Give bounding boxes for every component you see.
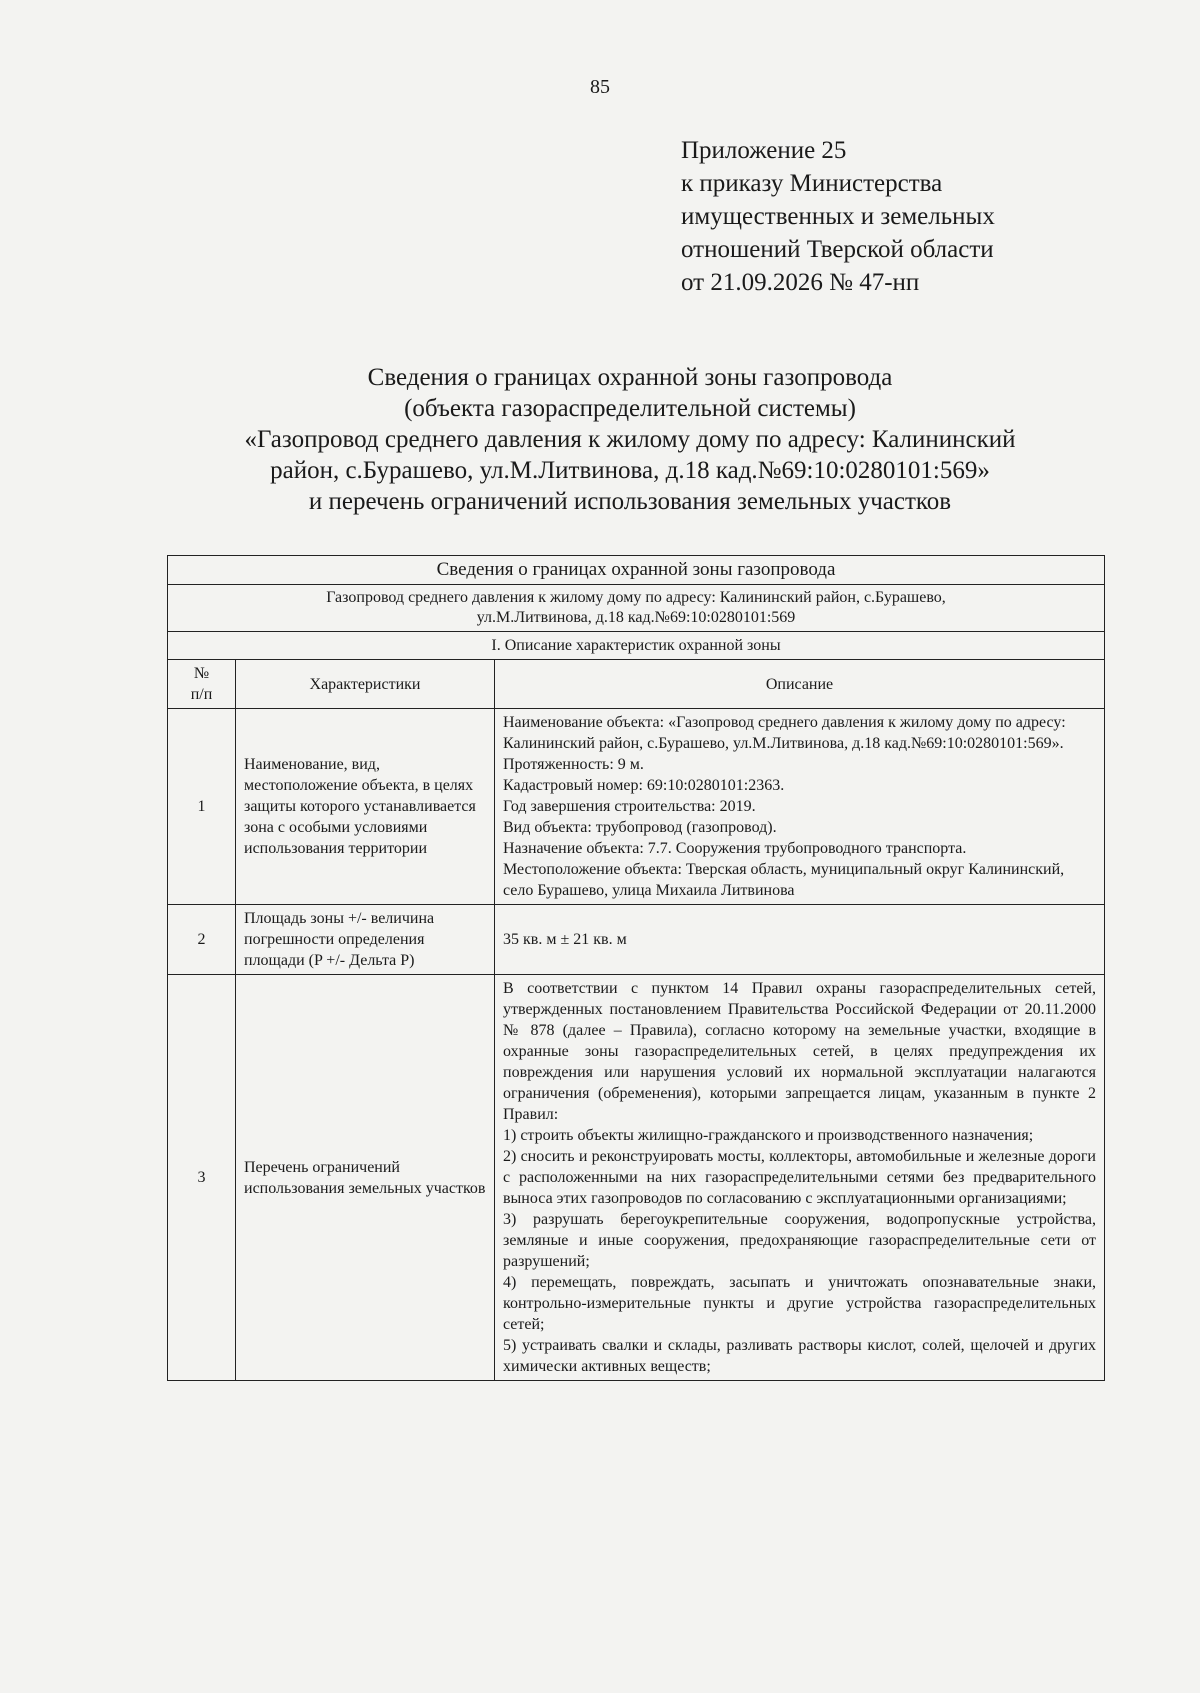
appendix-line: от 21.09.2026 № 47-нп [681, 269, 920, 296]
zone-info-table [167, 555, 1105, 1381]
description-line: Местоположение объекта: Тверская область, муниципальный округ Калининский, село Бурашево, улица Михаила Литвинова [503, 861, 1065, 899]
column-header-description: Описание [495, 660, 1105, 709]
table-header-row [168, 556, 1105, 585]
description-line: Протяженность: 9 м. [503, 756, 644, 773]
title-line: район, с.Бурашево, ул.М.Литвинова, д.18 кад.№69:10:0280101:569» [270, 457, 990, 484]
row-number: 2 [168, 905, 236, 975]
description-line: 2) сносить и реконструировать мосты, коллекторы, автомобильные и железные дороги с расположенными на них газораспределительными сетями без предварительного выноса этих газопроводов по согласованию с эксплуатационными организациями; [503, 1148, 1096, 1207]
row-number: 1 [168, 709, 236, 905]
title-line: Сведения о границах охранной зоны газопровода [367, 364, 893, 391]
title-line: (объекта газораспределительной системы) [404, 395, 856, 422]
appendix-line: к приказу Министерства [681, 170, 943, 197]
column-header-num [168, 660, 236, 709]
description-line: Год завершения строительства: 2019. [503, 798, 756, 815]
table-section-row [168, 632, 1105, 660]
title-line: и перечень ограничений использования земельных участков [308, 488, 952, 515]
description-line: 1) строить объекты жилищно-гражданского и производственного назначения; [503, 1127, 1034, 1144]
document-title [150, 362, 1110, 517]
table-object-name [168, 585, 1105, 632]
row-description [495, 975, 1105, 1381]
section-title: I. Описание характеристик охранной зоны [168, 632, 1105, 660]
row-characteristic: Перечень ограничений использования земельных участков [236, 975, 495, 1381]
column-header-num-line: № [193, 665, 210, 682]
description-line: 3) разрушать берегоукрепительные сооружения, водопропускные устройства, земляные и иные сооружения, предохраняющие газораспределительные сети от разрушений; [503, 1211, 1096, 1270]
table-column-header-row [168, 660, 1105, 709]
description-line: Вид объекта: трубопровод (газопровод). [503, 819, 777, 836]
appendix-line: Приложение 25 [681, 137, 847, 164]
appendix-line: отношений Тверской области [681, 236, 994, 263]
description-line: 35 кв. м ± 21 кв. м [503, 931, 627, 948]
table-row [168, 709, 1105, 905]
object-name-line: ул.М.Литвинова, д.18 кад.№69:10:0280101:569 [476, 609, 796, 626]
row-characteristic: Наименование, вид, местоположение объекта, в целях защиты которого устанавливается зона с особыми условиями использования территории [236, 709, 495, 905]
appendix-line: имущественных и земельных [681, 203, 995, 230]
table-row [168, 975, 1105, 1381]
description-line: В соответствии с пунктом 14 Правил охраны газораспределительных сетей, утвержденных постановлением Правительства Российской Федерации от 20.11.2000 № 878 (далее – Правила), согласно которому на земельные участки, входящие в охранные зоны газораспределительных сетей, в целях предупреждения их повреждения или нарушения условий их нормальной эксплуатации налагаются ограничения (обременения), которыми запрещается лицам, указанным в пункте 2 Правил: [503, 980, 1096, 1123]
title-line: «Газопровод среднего давления к жилому дому по адресу: Калининский [244, 426, 1016, 453]
row-number: 3 [168, 975, 236, 1381]
description-line: 4) перемещать, повреждать, засыпать и уничтожать опознавательные знаки, контрольно-измерительные пункты и другие устройства газораспределительных сетей; [503, 1274, 1096, 1333]
table-row [168, 905, 1105, 975]
row-description [495, 709, 1105, 905]
object-name-line: Газопровод среднего давления к жилому дому по адресу: Калининский район, с.Бурашево, [326, 589, 946, 606]
description-line: Кадастровый номер: 69:10:0280101:2363. [503, 777, 785, 794]
column-header-characteristics: Характеристики [236, 660, 495, 709]
table-object-row [168, 585, 1105, 632]
description-line: 5) устраивать свалки и склады, разливать растворы кислот, солей, щелочей и других химически активных веществ; [503, 1337, 1096, 1375]
column-header-num-line: п/п [190, 686, 213, 703]
table-header-title: Сведения о границах охранной зоны газопровода [168, 556, 1105, 585]
description-line: Назначение объекта: 7.7. Сооружения трубопроводного транспорта. [503, 840, 967, 857]
row-description [495, 905, 1105, 975]
row-characteristic: Площадь зоны +/- величина погрешности определения площади (P +/- Дельта P) [236, 905, 495, 975]
page-number: 85 [590, 76, 610, 98]
appendix-reference [681, 134, 995, 299]
description-line: Наименование объекта: «Газопровод среднего давления к жилому дому по адресу: Калининский район, с.Бурашево, ул.М.Литвинова, д.18 кад.№69:10:0280101:569». [503, 714, 1066, 752]
